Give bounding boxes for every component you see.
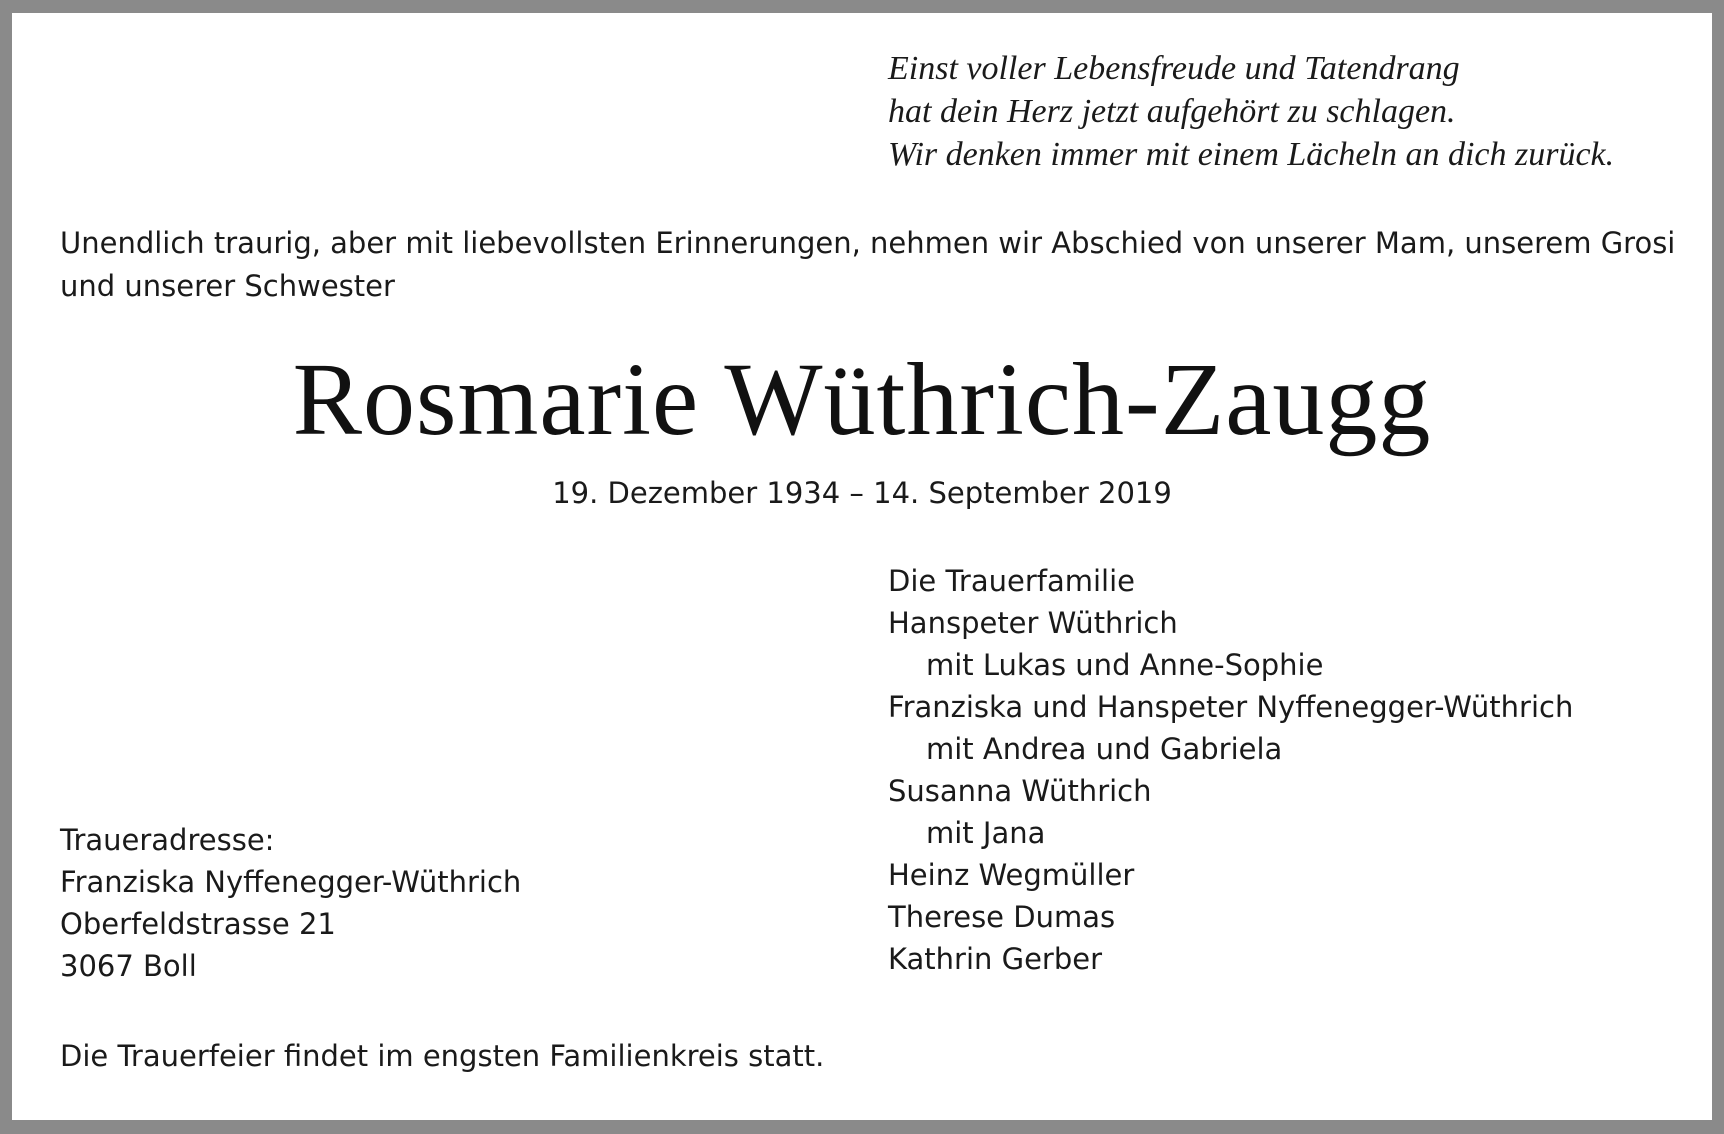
intro-line: und unserer Schwester: [60, 269, 395, 303]
intro-line: Unendlich traurig, aber mit liebevollsten Erinnerungen, nehmen wir Abschied von unserer Mam, unserem Grosi: [60, 226, 1676, 260]
poem-line: hat dein Herz jetzt aufgehört zu schlagen.: [888, 93, 1456, 130]
mourners-list: [888, 560, 1573, 980]
mourner-entry: Therese Dumas: [888, 900, 1116, 934]
intro-text: [60, 222, 1685, 308]
mourner-entry: Heinz Wegmüller: [888, 858, 1135, 892]
mourner-entry: Kathrin Gerber: [888, 942, 1103, 976]
ceremony-note: Die Trauerfeier findet im engsten Familienkreis statt.: [60, 1039, 825, 1073]
address-city: 3067 Boll: [60, 949, 197, 983]
address-street: Oberfeldstrasse 21: [60, 907, 336, 941]
mourner-entry: mit Lukas und Anne-Sophie: [926, 648, 1324, 682]
address-name: Franziska Nyffenegger-Wüthrich: [60, 865, 522, 899]
mourning-address: [60, 819, 521, 987]
mourner-entry: Hanspeter Wüthrich: [888, 606, 1178, 640]
obituary-notice: [12, 13, 1712, 1120]
memorial-poem: [888, 47, 1614, 176]
mourner-entry: mit Andrea und Gabriela: [926, 732, 1283, 766]
poem-line: Einst voller Lebensfreude und Tatendrang: [888, 50, 1460, 87]
mourners-heading: Die Trauerfamilie: [888, 564, 1135, 598]
life-dates: 19. Dezember 1934 – 14. September 2019: [552, 476, 1172, 510]
mourner-entry: Susanna Wüthrich: [888, 774, 1152, 808]
deceased-name: Rosmarie Wüthrich-Zaugg: [292, 342, 1432, 457]
poem-line: Wir denken immer mit einem Lächeln an dich zurück.: [888, 136, 1615, 173]
address-label: Traueradresse:: [60, 823, 275, 857]
mourner-entry: mit Jana: [926, 816, 1046, 850]
mourner-entry: Franziska und Hanspeter Nyffenegger-Wüthrich: [888, 690, 1574, 724]
